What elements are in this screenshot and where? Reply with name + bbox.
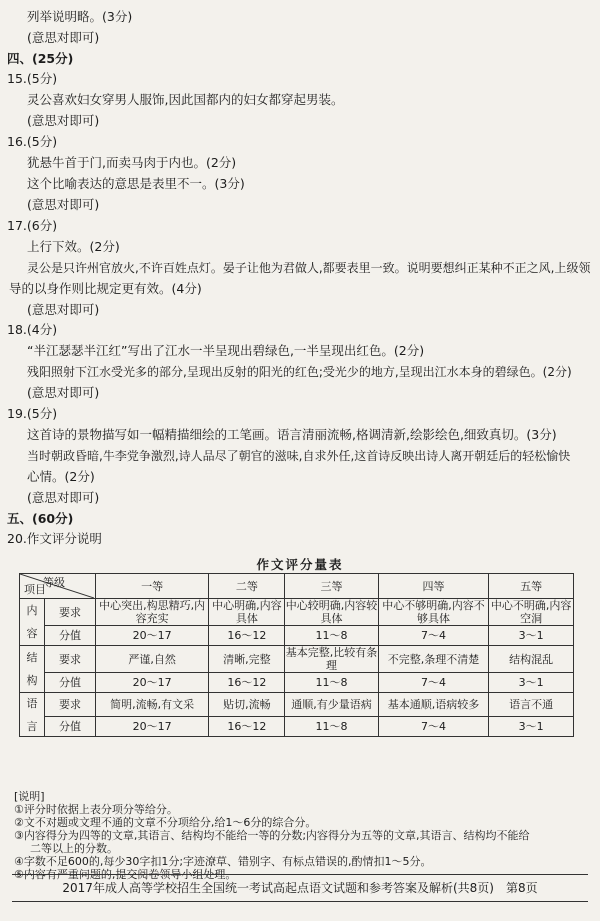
table-cell: 清晰,完整 [209, 646, 285, 673]
question-number: 19.(5分) [7, 406, 58, 421]
table-cell: 3～1 [489, 717, 574, 737]
table-cell: 20～17 [96, 717, 209, 737]
answer-line: 这个比喻表达的意思是表里不一。(3分) [27, 176, 245, 191]
note-item: ④字数不足600的,每少30字扣1分;字迹潦草、错别字、有标点错误的,酌情扣1～5分。 [14, 855, 432, 868]
table-row [20, 599, 574, 626]
table-cell: 中心不够明确,内容不够具体 [378, 599, 489, 626]
section-label: 结 构 [20, 646, 45, 693]
table-cell: 语言不通 [489, 693, 574, 717]
question-number: 15.(5分) [7, 71, 58, 86]
table-cell: 严谨,自然 [96, 646, 209, 673]
table-cell: 基本通顺,语病较多 [378, 693, 489, 717]
table-cell: 16～12 [209, 673, 285, 693]
table-row [20, 626, 574, 646]
grade-header: 五等 [489, 574, 574, 599]
grade-header: 三等 [285, 574, 378, 599]
row-label: 分值 [45, 673, 96, 693]
note-item: ②文不对题或文理不通的文章不分项给分,给1～6分的综合分。 [14, 816, 317, 829]
table-cell: 16～12 [209, 626, 285, 646]
answer-line: 灵公是只许州官放火,不许百姓点灯。晏子让他为君做人,都要表里一致。说明要想纠正某种不正之风,上级领 [27, 261, 591, 275]
table-cell: 不完整,条理不清楚 [378, 646, 489, 673]
corner-grade-label: 等级 [43, 576, 65, 589]
row-label: 要求 [45, 599, 96, 626]
answer-line: 犹悬牛首于门,而卖马肉于内也。(2分) [27, 155, 237, 170]
table-cell: 结构混乱 [489, 646, 574, 673]
row-label: 要求 [45, 693, 96, 717]
section-label: 内 容 [20, 599, 45, 646]
table-cell: 20～17 [96, 673, 209, 693]
note-item: ①评分时依据上表分项分等给分。 [14, 803, 178, 816]
section-label: 语 言 [20, 693, 45, 737]
table-cell: 基本完整,比较有条理 [285, 646, 378, 672]
table-cell: 中心不明确,内容空洞 [489, 599, 574, 626]
answer-line: (意思对即可) [27, 302, 100, 317]
table-cell: 3～1 [489, 673, 574, 693]
table-row [20, 693, 574, 717]
note-item: 二等以上的分数。 [30, 842, 118, 855]
scoring-table [19, 573, 574, 737]
answer-line: 这首诗的景物描写如一幅精描细绘的工笔画。语言清丽流畅,格调清新,绘影绘色,细致真切。(3分) [27, 427, 557, 442]
question-number: 17.(6分) [7, 218, 58, 233]
table-cell: 11～8 [285, 626, 378, 646]
answer-line: 导的以身作则比规定更有效。(4分) [9, 281, 202, 296]
note-item: ③内容得分为四等的文章,其语言、结构均不能给一等的分数;内容得分为五等的文章,其语言、结构均不能给 [14, 829, 530, 842]
question-number: 16.(5分) [7, 134, 58, 149]
row-label: 要求 [45, 646, 96, 673]
corner-item-label: 项目 [24, 583, 46, 596]
table-cell: 7～4 [378, 717, 489, 737]
table-cell: 7～4 [378, 673, 489, 693]
row-label: 分值 [45, 717, 96, 737]
table-cell: 7～4 [378, 626, 489, 646]
notes-block [0, 790, 600, 881]
question-number: 18.(4分) [7, 322, 58, 337]
page-footer: 2017年成人高等学校招生全国统一考试高起点语文试题和参考答案及解析(共8页) 第8页 [12, 874, 588, 902]
answer-line: (意思对即可) [27, 197, 100, 212]
table-cell: 通顺,有少量语病 [285, 693, 378, 717]
table-corner-cell [20, 574, 96, 599]
answer-line: 上行下效。(2分) [27, 239, 120, 254]
answer-line: 心情。(2分) [27, 469, 95, 484]
table-cell: 简明,流畅,有文采 [96, 693, 209, 717]
answer-line: 残阳照射下江水受光多的部分,呈现出反射的阳光的红色;受光少的地方,呈现出江水本身的碧绿色。(2分) [27, 365, 572, 379]
answer-line: 灵公喜欢妇女穿男人服饰,因此国都内的妇女都穿起男装。 [27, 92, 344, 107]
question-number: 20.作文评分说明 [7, 531, 102, 546]
table-cell: 中心明确,内容具体 [209, 599, 285, 626]
section-heading: 五、(60分) [7, 511, 74, 526]
answer-line: “半江瑟瑟半江红”写出了江水一半呈现出碧绿色,一半呈现出红色。(2分) [27, 343, 425, 358]
grade-header: 四等 [378, 574, 489, 599]
table-cell: 3～1 [489, 626, 574, 646]
table-cell: 11～8 [285, 717, 378, 737]
answer-line: 列举说明略。(3分) [27, 9, 133, 24]
notes-title: [说明] [14, 790, 45, 803]
table-cell: 16～12 [209, 717, 285, 737]
answer-line: 当时朝政昏暗,牛李党争激烈,诗人品尽了朝官的滋味,自求外任,这首诗反映出诗人离开朝廷后的轻松愉快 [27, 449, 571, 463]
table-row [20, 673, 574, 693]
table-row [20, 646, 574, 673]
grade-header: 一等 [96, 574, 209, 599]
answer-line: (意思对即可) [27, 30, 100, 45]
table-cell: 20～17 [96, 626, 209, 646]
table-title: 作文评分量表 [256, 557, 344, 572]
table-cell: 11～8 [285, 673, 378, 693]
table-cell: 中心较明确,内容较具体 [285, 599, 378, 625]
table-cell: 贴切,流畅 [209, 693, 285, 717]
table-cell: 中心突出,构思精巧,内容充实 [96, 599, 209, 626]
table-row [20, 717, 574, 737]
note-item: ⑤内容有严重问题的,提交阅卷领导小组处理。 [14, 868, 237, 881]
table-header-row [20, 574, 574, 599]
answer-line: (意思对即可) [27, 490, 100, 505]
row-label: 分值 [45, 626, 96, 646]
answer-line: (意思对即可) [27, 385, 100, 400]
section-heading: 四、(25分) [7, 51, 74, 66]
grade-header: 二等 [209, 574, 285, 599]
answer-line: (意思对即可) [27, 113, 100, 128]
